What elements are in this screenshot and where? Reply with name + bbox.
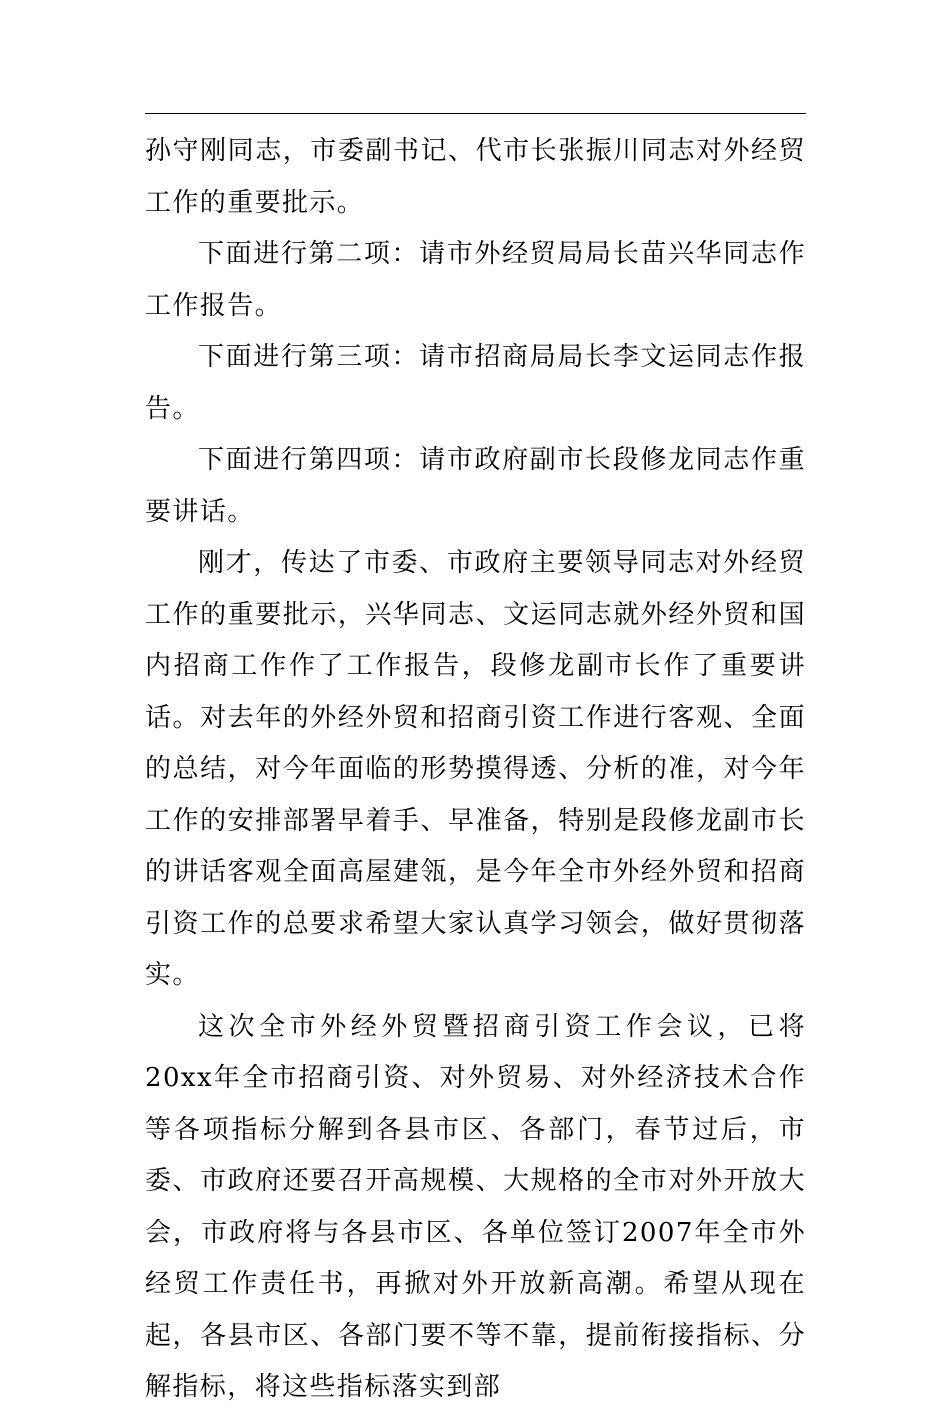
paragraph-4: 下面进行第四项：请市政府副市长段修龙同志作重要讲话。: [145, 445, 806, 527]
paragraph-6: 这次全市外经外贸暨招商引资工作会议，已将20xx年全市招商引资、对外贸易、对外经济技术合作等各项指标分解到各县市区、各部门，春节过后，市委、市政府还要召开高规模、大规格的全市对外开放大会，市政府将与各县市区、各单位签订2007年全市外经贸工作责任书，再掀对外开放新高潮。希望从现在起，各县市区、各部门要不等不靠，提前衔接指标、分解指标，将这些指标落实到部: [145, 1011, 806, 1402]
body-text: [145, 126, 806, 1414]
paragraph-1: 孙守刚同志，市委副书记、代市长张振川同志对外经贸工作的重要批示。: [145, 136, 806, 218]
header-rule: [145, 113, 806, 114]
paragraph-5: 刚才，传达了市委、市政府主要领导同志对外经贸工作的重要批示，兴华同志、文运同志就外经外贸和国内招商工作作了工作报告，段修龙副市长作了重要讲话。对去年的外经外贸和招商引资工作进行客观、全面的总结，对今年面临的形势摸得透、分析的准，对今年工作的安排部署早着手、早准备，特别是段修龙副市长的讲话客观全面高屋建瓴，是今年全市外经外贸和招商引资工作的总要求希望大家认真学习领会，做好贯彻落实。: [145, 548, 806, 990]
paragraph-3: 下面进行第三项：请市招商局局长李文运同志作报告。: [145, 342, 806, 424]
paragraph-2: 下面进行第二项：请市外经贸局局长苗兴华同志作工作报告。: [145, 239, 806, 321]
